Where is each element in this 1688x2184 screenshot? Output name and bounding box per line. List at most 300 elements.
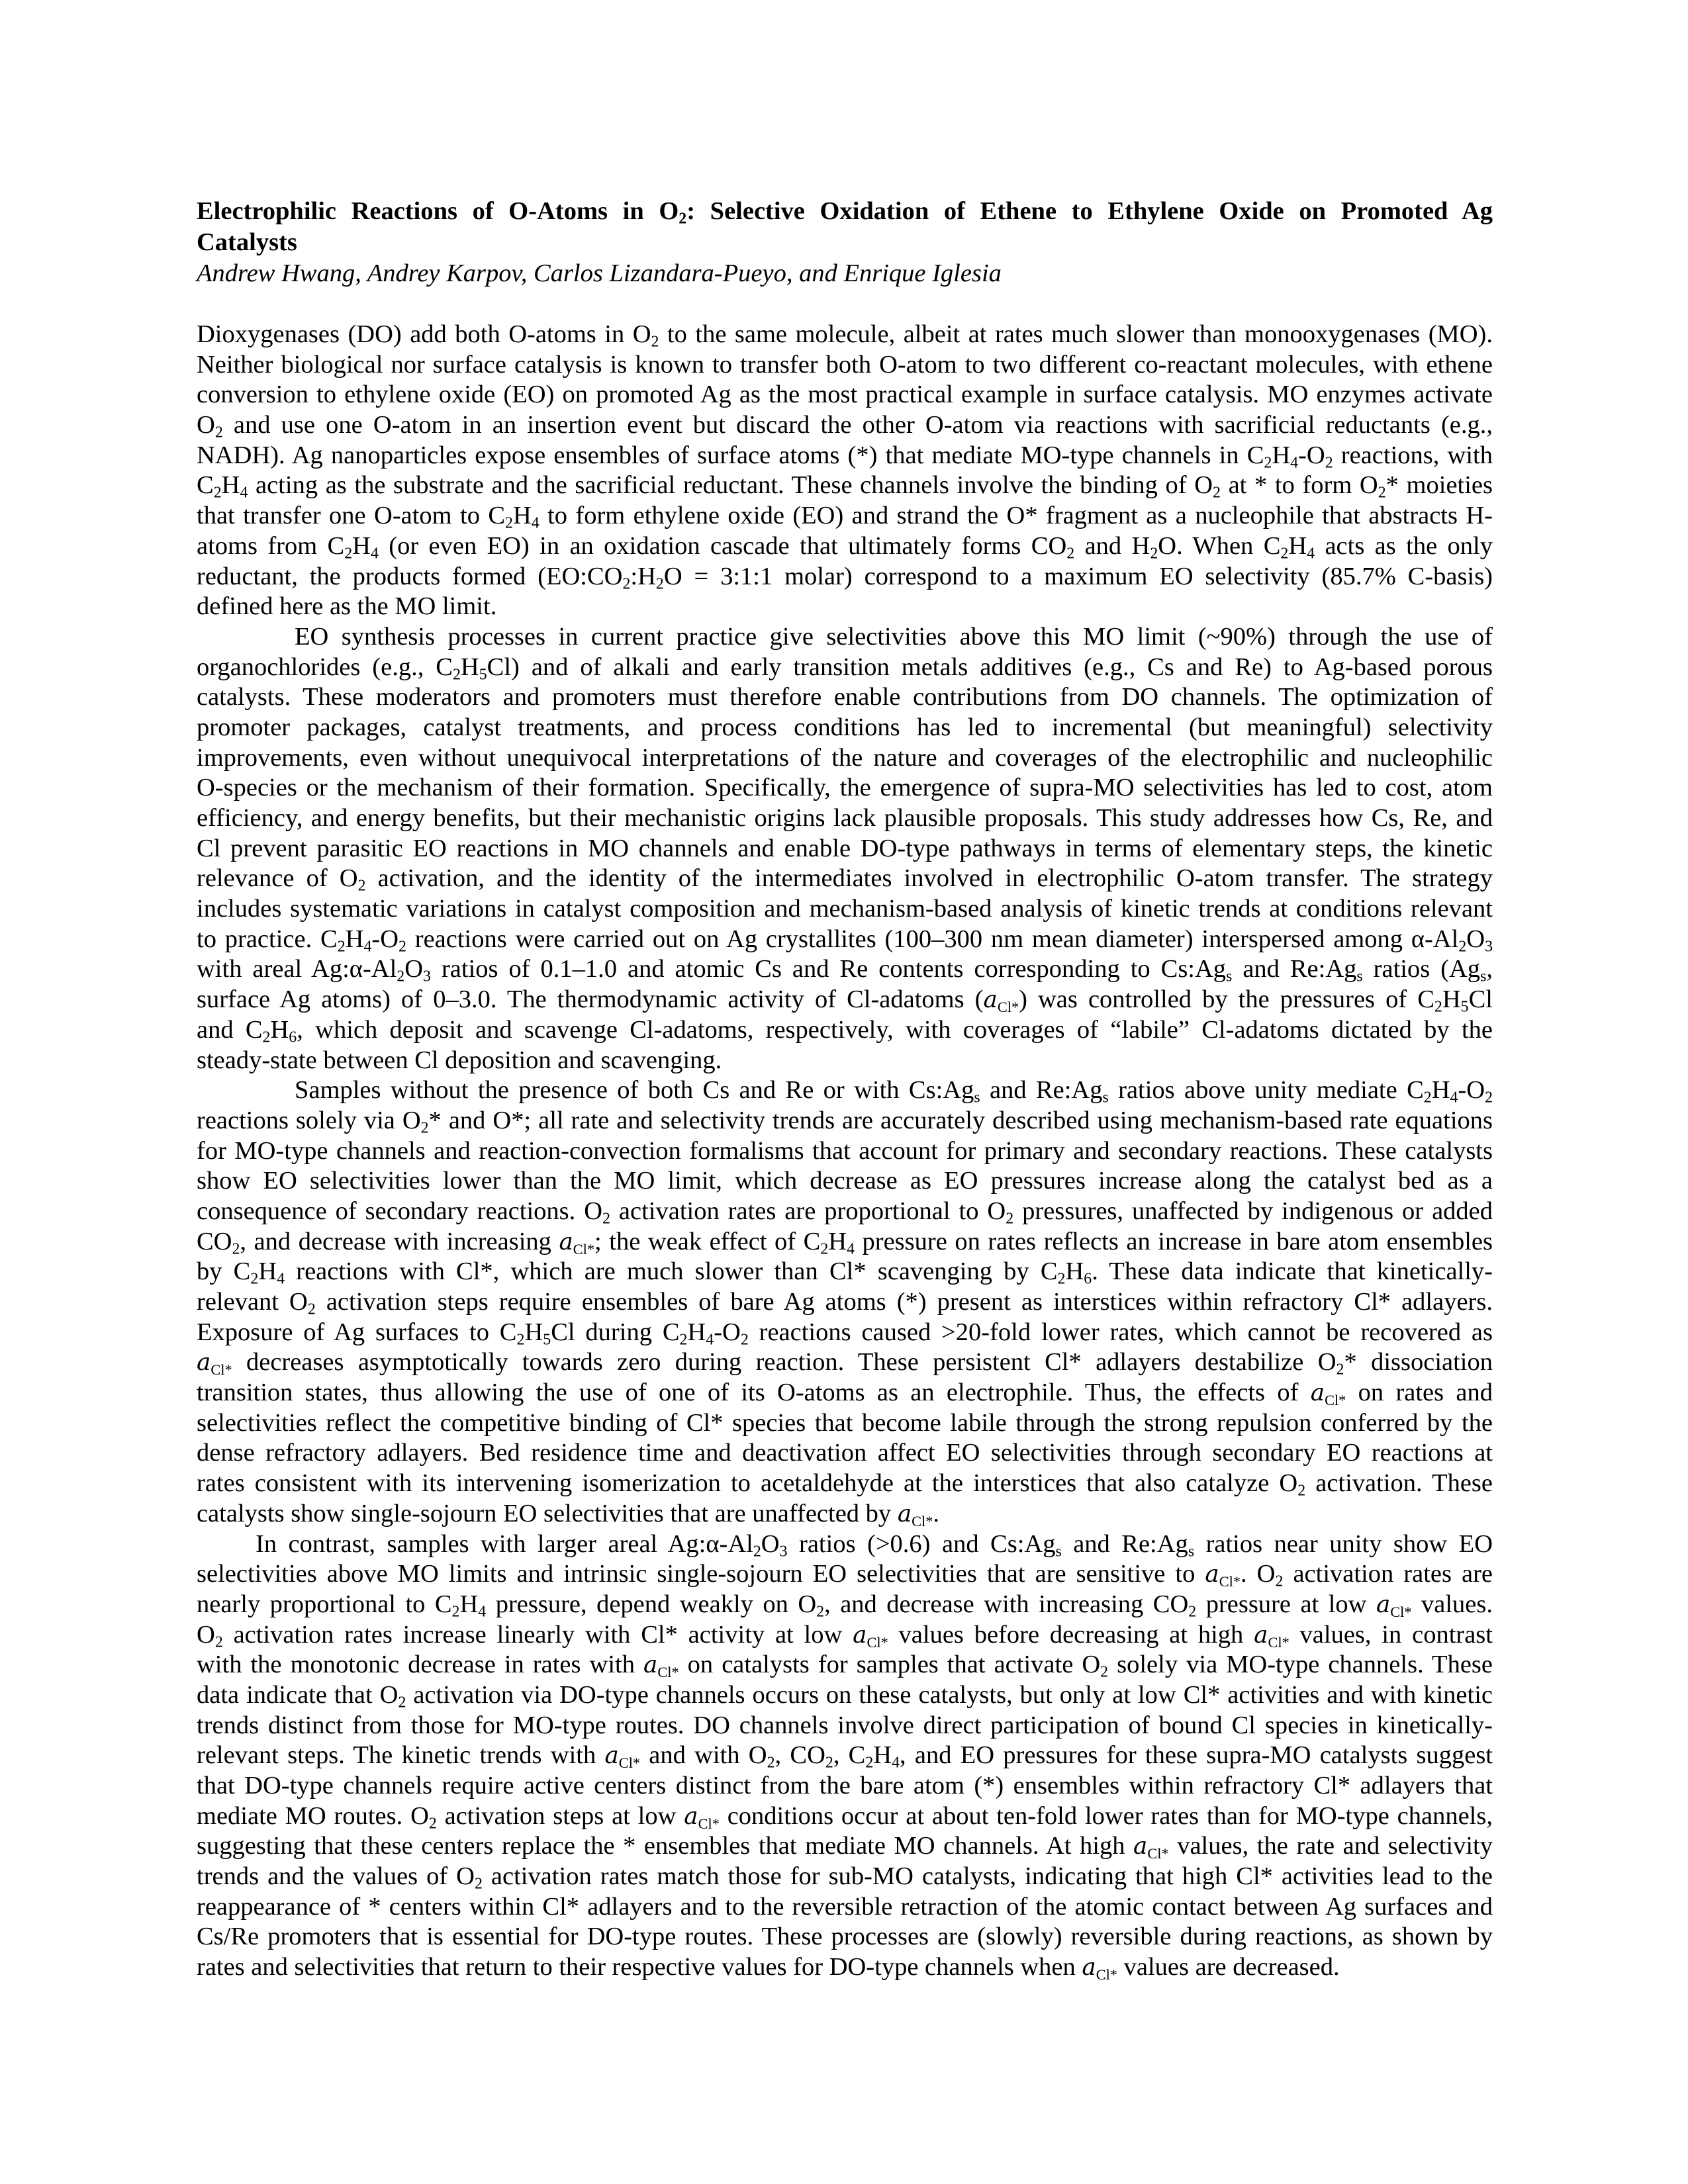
text-line xyxy=(197,925,1493,955)
subscript: 2 xyxy=(505,514,513,532)
subscript: 3 xyxy=(779,1543,788,1561)
subscript: 6 xyxy=(1084,1270,1092,1288)
text-line xyxy=(197,1075,1493,1106)
subscript: 4 xyxy=(1290,454,1299,472)
text-line xyxy=(197,471,1493,501)
text-run: ; the weak effect of C xyxy=(594,1227,821,1255)
text-run: on catalysts for samples that activate O xyxy=(679,1651,1101,1679)
variable-subscript: Cl* xyxy=(618,1754,641,1772)
text-run: * moieties xyxy=(1385,471,1493,500)
text-run: activation, and the identity of the intermediates involved in electrophilic O-atom transfer. The strategy xyxy=(365,864,1493,893)
text-run: O xyxy=(761,1529,780,1558)
text-line xyxy=(197,894,1493,925)
subscript: s xyxy=(1055,1543,1062,1561)
text-line xyxy=(197,1801,1493,1832)
text-run: surface Ag atoms) of 0–3.0. The thermodynamic activity of Cl-adatoms ( xyxy=(197,985,984,1014)
text-run: consequence of secondary reactions. O xyxy=(197,1197,603,1225)
subscript: 2 xyxy=(1434,998,1442,1016)
text-run: , C xyxy=(833,1741,866,1770)
text-run: activation rates increase linearly with Cl* activity at low xyxy=(222,1620,853,1649)
subscript: 4 xyxy=(1450,1089,1458,1107)
text-run: -O xyxy=(1458,1076,1485,1105)
text-run: pressures, unaffected by indigenous or added xyxy=(1013,1197,1493,1225)
subscript: 4 xyxy=(370,545,379,563)
variable-subscript: Cl* xyxy=(1219,1573,1241,1590)
subscript: 2 xyxy=(1213,484,1221,502)
text-line xyxy=(197,1741,1493,1771)
text-run: transition states, thus allowing the use of one of its O-atoms as an electrophile. Thus, the effects of xyxy=(197,1379,1311,1407)
subscript: 2 xyxy=(357,878,366,895)
text-run: , and EO pressures for these supra-MO catalysts suggest xyxy=(900,1741,1493,1770)
chlorine-activity-symbol xyxy=(1376,1590,1412,1621)
text-line xyxy=(197,773,1493,803)
text-run: promoter packages, catalyst treatments, and process conditions has led to incremental (but meaningful) selectivity xyxy=(197,713,1493,741)
text-run: CO xyxy=(197,1227,232,1255)
subscript: 2 xyxy=(232,1240,240,1258)
text-line xyxy=(197,1438,1493,1469)
text-line xyxy=(197,1136,1493,1167)
text-run: activation via DO-type channels occurs on these catalysts, but only at low Cl* activities and with kinetic xyxy=(406,1680,1493,1709)
text-run: reactions with Cl*, which are much slower than Cl* scavenging by C xyxy=(285,1257,1058,1286)
text-run: * and O*; all rate and selectivity trends are accurately described using mechanism-based rate equations xyxy=(428,1106,1493,1134)
subscript: 4 xyxy=(1307,545,1315,563)
text-line xyxy=(197,1015,1493,1046)
text-run: that transfer one O-atom to C xyxy=(197,502,506,530)
subscript: s xyxy=(1188,1543,1195,1561)
text-run: with areal Ag:α-Al xyxy=(197,955,397,983)
text-line xyxy=(197,803,1493,834)
chlorine-activity-symbol xyxy=(1082,1953,1117,1981)
text-run: defined here as the MO limit. xyxy=(197,592,497,621)
subscript: s xyxy=(974,1089,980,1107)
subscript: 2 xyxy=(1150,545,1158,563)
abstract-paragraph xyxy=(197,1075,1493,1529)
subscript: 2 xyxy=(679,1331,688,1349)
text-run: relevance of O xyxy=(197,864,358,893)
text-run: and Re:Ag xyxy=(980,1076,1103,1105)
text-run: H xyxy=(1065,1257,1084,1286)
subscript: 2 xyxy=(651,333,659,351)
subscript: 2 xyxy=(214,424,223,441)
text-line xyxy=(197,954,1493,985)
text-line xyxy=(197,1347,1493,1378)
text-run: dense refractory adlayers. Bed residence time and deactivation affect EO selectivities through secondary EO reactions at xyxy=(197,1439,1493,1467)
text-run: O xyxy=(197,1620,215,1649)
subscript: 5 xyxy=(479,666,487,684)
subscript: 2 xyxy=(767,1754,775,1772)
text-run: values, the rate and selectivity xyxy=(1168,1832,1493,1860)
text-run: H xyxy=(258,1257,277,1286)
subscript: 2 xyxy=(602,1210,610,1228)
text-run: to form ethylene oxide (EO) and strand the O* fragment as a nucleophile that abstracts H- xyxy=(539,502,1493,530)
text-run: . These data indicate that kinetically- xyxy=(1092,1257,1493,1286)
text-line xyxy=(197,622,1493,653)
abstract-body xyxy=(197,320,1493,1983)
text-run: improvements, even without unequivocal interpretations of the nature and coverages of the electrophilic and nucleophilic xyxy=(197,743,1493,772)
text-run: and with O xyxy=(640,1741,767,1770)
text-run: steady-state between Cl deposition and scavenging. xyxy=(197,1046,722,1074)
text-run: ) was controlled by the pressures of C xyxy=(1019,985,1434,1014)
text-run: acting as the substrate and the sacrificial reductant. These channels involve the binding of O xyxy=(248,471,1213,500)
subscript: 2 xyxy=(213,484,222,502)
subscript: 2 xyxy=(250,1270,259,1288)
subscript: 2 xyxy=(397,968,405,986)
subscript: 2 xyxy=(452,666,461,684)
text-run: relevant steps. The kinetic trends with xyxy=(197,1741,605,1770)
text-run: , which deposit and scavenge Cl-adatoms, respectively, with coverages of “labile” Cl-adatoms dictated by the xyxy=(297,1015,1493,1044)
abstract-paragraph xyxy=(197,1529,1493,1983)
variable-subscript: Cl* xyxy=(1096,1966,1117,1983)
text-run: Neither biological nor surface catalysis is known to transfer both O-atom to two different co-reactant molecules, with ethene xyxy=(197,350,1493,379)
variable-subscript: Cl* xyxy=(1390,1604,1412,1621)
text-line xyxy=(197,441,1493,471)
text-line xyxy=(197,864,1493,894)
text-run: ratios near unity show EO xyxy=(1194,1529,1493,1558)
text-run: ratios (>0.6) and Cs:Ag xyxy=(787,1529,1056,1558)
subscript: 2 xyxy=(1485,1089,1493,1107)
subscript: 3 xyxy=(423,968,431,986)
text-run: ratios above unity mediate C xyxy=(1108,1076,1424,1105)
variable: a xyxy=(1082,1954,1096,1981)
text-run: Cl) and of alkali and early transition metals additives (e.g., Cs and Re) to Ag-based porous xyxy=(487,653,1493,681)
text-run: conversion to ethylene oxide (EO) on promoted Ag as the most practical example in surface catalysis. MO enzymes activate xyxy=(197,381,1493,409)
text-run: , CO xyxy=(774,1741,825,1770)
subscript: 2 xyxy=(1188,1603,1197,1621)
text-run: reappearance of * centers within Cl* adlayers and to the reversible retraction of the atomic contact between Ag surfaces and xyxy=(197,1892,1493,1921)
text-run: reactions solely via O xyxy=(197,1106,421,1134)
text-line xyxy=(197,1257,1493,1287)
text-run: H xyxy=(1442,985,1461,1014)
text-line xyxy=(197,320,1493,350)
subscript: 2 xyxy=(337,938,346,956)
text-line xyxy=(197,1892,1493,1923)
text-run: with the monotonic decrease in rates with xyxy=(197,1651,644,1679)
variable: a xyxy=(197,1349,211,1377)
text-run: and use one O-atom in an insertion event but discard the other O-atom via reactions with sacrificial reductants (e.g., xyxy=(222,411,1493,439)
text-run: nearly proportional to C xyxy=(197,1590,452,1618)
text-run: selectivities above MO limits and intrinsic single-sojourn EO selectivities that are sensitive to xyxy=(197,1560,1205,1588)
text-run: activation. These xyxy=(1305,1469,1493,1498)
chlorine-activity-symbol xyxy=(559,1228,594,1255)
text-run: H xyxy=(352,531,371,560)
text-run: Electrophilic Reactions of O-Atoms in O xyxy=(197,197,679,225)
text-run: catalysts show single-sojourn EO selectivities that are unaffected by xyxy=(197,1499,898,1527)
text-line xyxy=(197,653,1493,683)
text-run: Catalysts xyxy=(197,228,297,256)
variable-subscript: Cl* xyxy=(657,1664,679,1681)
subscript: 4 xyxy=(892,1754,900,1772)
text-run: pressure, depend weakly on O xyxy=(486,1590,817,1618)
text-run: O xyxy=(404,955,424,983)
text-run: , xyxy=(1486,955,1493,983)
text-run: H xyxy=(270,1015,289,1044)
text-run: H xyxy=(460,653,479,681)
subscript: s xyxy=(1102,1089,1109,1107)
text-run: pressure at low xyxy=(1196,1590,1376,1618)
text-run: -O xyxy=(1298,441,1325,469)
text-line xyxy=(197,1529,1493,1560)
text-line xyxy=(197,1227,1493,1257)
text-run: H xyxy=(221,471,240,500)
text-run: suggesting that these centers replace the * ensembles that mediate MO channels. At high xyxy=(197,1832,1134,1860)
text-run: decreases asymptotically towards zero during reaction. These persistent Cl* adlayers destabilize O xyxy=(232,1348,1336,1377)
text-line xyxy=(197,1862,1493,1892)
subscript: 5 xyxy=(1460,998,1469,1016)
subscript: 2 xyxy=(825,1754,833,1772)
text-run: O xyxy=(1466,925,1485,953)
text-line xyxy=(197,1590,1493,1620)
text-line xyxy=(197,1166,1493,1197)
text-run: H xyxy=(1272,441,1291,469)
text-run: includes systematic variations in catalyst composition and mechanism-based analysis of kinetic trends at conditions relevant xyxy=(197,895,1493,923)
subscript: 2 xyxy=(214,1633,223,1651)
text-run: activation rates match those for sub-MO catalysts, indicating that high Cl* activities lead to the xyxy=(482,1862,1493,1891)
subscript: 2 xyxy=(516,1331,525,1349)
variable: a xyxy=(1205,1561,1219,1588)
text-line xyxy=(197,1287,1493,1318)
text-run: H xyxy=(1288,531,1307,560)
author-list: Andrew Hwang, Andrey Karpov, Carlos Lizandara-Pueyo, and Enrique Iglesia xyxy=(197,259,1002,287)
text-line xyxy=(197,682,1493,713)
subscript: 2 xyxy=(679,210,687,228)
text-line xyxy=(197,1106,1493,1136)
text-run: for MO-type channels and reaction-convection formalisms that account for primary and secondary reactions. These catalysts xyxy=(197,1136,1493,1165)
text-run: to the same molecule, albeit at rates much slower than monooxygenases (MO). xyxy=(659,320,1493,348)
subscript: 2 xyxy=(474,1875,483,1893)
text-run: EO synthesis processes in current practice give selectivities above this MO limit (~90%) through the use of xyxy=(295,622,1493,651)
text-line xyxy=(197,1469,1493,1499)
subscript: 2 xyxy=(740,1331,749,1349)
variable: a xyxy=(853,1621,867,1649)
chlorine-activity-symbol xyxy=(1133,1832,1169,1860)
text-run: mediate MO routes. O xyxy=(197,1801,429,1830)
subscript: s xyxy=(1226,968,1233,986)
text-run: H xyxy=(687,1318,706,1346)
text-run: trends distinct from those for MO-type routes. DO channels involve direct participation of bound Cl species in kinetically- xyxy=(197,1711,1493,1739)
chlorine-activity-symbol xyxy=(1205,1560,1241,1588)
text-run: * dissociation xyxy=(1344,1348,1493,1377)
text-line xyxy=(197,501,1493,531)
variable: a xyxy=(604,1742,619,1770)
subscript: 2 xyxy=(307,1300,316,1318)
chlorine-activity-symbol xyxy=(643,1651,679,1681)
text-run: conditions occur at about ten-fold lower rates than for MO-type channels, xyxy=(719,1801,1493,1830)
chlorine-activity-symbol xyxy=(898,1500,933,1527)
text-run: O-species or the mechanism of their formation. Specifically, the emergence of supra-MO selectivities has led to cost, atom xyxy=(197,774,1493,802)
text-run: rates consistent with its intervening isomerization to acetaldehyde at the interstices that also catalyze O xyxy=(197,1469,1298,1498)
text-run: values. xyxy=(1411,1590,1493,1618)
title-line xyxy=(197,196,1493,227)
subscript: 4 xyxy=(277,1270,285,1288)
text-line xyxy=(197,562,1493,592)
variable: a xyxy=(897,1500,912,1527)
abstract-paragraph xyxy=(197,622,1493,1075)
text-run: reactions caused >20-fold lower rates, which cannot be recovered as xyxy=(748,1318,1493,1346)
subscript: 2 xyxy=(1280,545,1289,563)
text-run: selectivities reflect the competitive binding of Cl* species that become labile through the strong repulsion conferred by the xyxy=(197,1408,1493,1437)
text-line xyxy=(197,380,1493,410)
subscript: 2 xyxy=(1423,1089,1432,1107)
text-run: O xyxy=(197,411,215,439)
text-run: : Selective Oxidation of Ethene to Ethylene Oxide on Promoted Ag xyxy=(686,197,1493,225)
text-run: solely via MO-type channels. These xyxy=(1108,1651,1493,1679)
text-line xyxy=(197,713,1493,743)
text-run: -O xyxy=(371,925,399,953)
text-run: by C xyxy=(197,1257,251,1286)
variable: a xyxy=(983,986,998,1014)
variable: a xyxy=(1254,1621,1268,1649)
subscript: 2 xyxy=(428,1815,437,1833)
text-run: pressure on rates reflects an increase in bare atom ensembles xyxy=(855,1227,1493,1255)
text-run: H xyxy=(512,502,532,530)
text-line xyxy=(197,1831,1493,1862)
text-run: :H xyxy=(630,562,656,590)
subscript: 6 xyxy=(289,1028,297,1046)
text-run: and H xyxy=(1074,531,1150,560)
text-run: reactions, with xyxy=(1333,441,1493,469)
subscript: 3 xyxy=(1485,938,1493,956)
subscript: 2 xyxy=(1066,545,1075,563)
variable: a xyxy=(1133,1833,1148,1860)
subscript: 2 xyxy=(1325,454,1333,472)
text-line xyxy=(197,350,1493,381)
subscript: 2 xyxy=(1378,484,1386,502)
text-run: . xyxy=(933,1499,940,1527)
variable-subscript: Cl* xyxy=(997,999,1019,1016)
subscript: 2 xyxy=(1336,1361,1344,1379)
text-line xyxy=(197,1620,1493,1651)
text-run: H xyxy=(524,1318,543,1346)
text-run: show EO selectivities lower than the MO limit, which decrease as EO pressures increase along the catalyst bed as a xyxy=(197,1167,1493,1195)
text-run: ratios (Ag xyxy=(1362,955,1481,983)
text-run: H xyxy=(828,1227,847,1255)
text-run: -O xyxy=(714,1318,741,1346)
variable-subscript: Cl* xyxy=(1325,1392,1346,1409)
variable-subscript: Cl* xyxy=(912,1512,933,1529)
text-line xyxy=(197,1771,1493,1801)
text-line xyxy=(197,410,1493,441)
chlorine-activity-symbol xyxy=(684,1802,720,1830)
text-line xyxy=(197,1197,1493,1227)
text-run: and C xyxy=(197,1015,263,1044)
subscript: 4 xyxy=(478,1603,487,1621)
subscript: 2 xyxy=(816,1603,825,1621)
text-run: Cl during C xyxy=(551,1318,680,1346)
text-run: Cl xyxy=(1468,985,1493,1014)
text-run: H xyxy=(345,925,364,953)
text-line xyxy=(197,1680,1493,1711)
abstract-paragraph xyxy=(197,320,1493,622)
text-line xyxy=(197,1408,1493,1439)
subscript: 2 xyxy=(865,1754,874,1772)
text-run: C xyxy=(197,471,214,500)
variable-subscript: Cl* xyxy=(1268,1633,1289,1651)
title-line xyxy=(197,227,1493,258)
text-run: . O xyxy=(1241,1560,1276,1588)
text-run: H xyxy=(873,1741,892,1770)
text-run: reactions were carried out on Ag crystallites (100–300 nm mean diameter) interspersed among α-Al xyxy=(406,925,1459,953)
subscript: 2 xyxy=(622,575,631,593)
text-line xyxy=(197,1711,1493,1741)
text-line xyxy=(197,1922,1493,1952)
subscript: 2 xyxy=(1275,1572,1284,1590)
text-run: H xyxy=(459,1590,479,1618)
subscript: 2 xyxy=(420,1119,429,1137)
subscript: 4 xyxy=(240,484,248,502)
text-run: In contrast, samples with larger areal Ag:α-Al xyxy=(256,1529,753,1558)
text-run: relevant O xyxy=(197,1288,308,1316)
text-run: ratios of 0.1–1.0 and atomic Cs and Re contents corresponding to Cs:Ag xyxy=(430,955,1227,983)
chlorine-activity-symbol xyxy=(1254,1621,1289,1649)
text-run: data indicate that O xyxy=(197,1680,399,1709)
text-run: organochlorides (e.g., C xyxy=(197,653,453,681)
text-line xyxy=(197,743,1493,774)
chlorine-activity-symbol xyxy=(983,985,1019,1016)
text-run: Exposure of Ag surfaces to C xyxy=(197,1318,517,1346)
text-run: Cs/Re promoters that is essential for DO-type routes. These processes are (slowly) reversible during reactions, as shown by xyxy=(197,1923,1493,1951)
text-line xyxy=(197,1046,1493,1076)
text-run: , and decrease with increasing CO xyxy=(824,1590,1189,1618)
text-run: H xyxy=(1431,1076,1450,1105)
text-run: Cl prevent parasitic EO reactions in MO channels and enable DO-type pathways in terms of elementary steps, the kinetic xyxy=(197,834,1493,862)
text-line xyxy=(197,1650,1493,1680)
text-line xyxy=(197,834,1493,864)
subscript: 2 xyxy=(1458,938,1467,956)
chlorine-activity-symbol xyxy=(853,1621,888,1649)
subscript: 4 xyxy=(363,938,372,956)
paper-title xyxy=(197,196,1493,258)
chlorine-activity-symbol xyxy=(1310,1379,1346,1409)
subscript: 2 xyxy=(753,1543,761,1561)
text-line xyxy=(197,1378,1493,1408)
subscript: 5 xyxy=(543,1331,551,1349)
text-line xyxy=(197,531,1493,562)
variable-subscript: Cl* xyxy=(573,1240,595,1257)
variable-subscript: Cl* xyxy=(698,1815,720,1832)
subscript: 2 xyxy=(398,1694,406,1711)
chlorine-activity-symbol xyxy=(604,1741,641,1772)
document-page xyxy=(197,196,1493,1983)
text-run: O = 3:1:1 molar) correspond to a maximum EO selectivity (85.7% C-basis) xyxy=(663,562,1493,590)
variable: a xyxy=(684,1802,698,1830)
text-run: on rates and xyxy=(1346,1379,1493,1407)
text-line xyxy=(197,985,1493,1015)
subscript: s xyxy=(1356,968,1363,986)
variable: a xyxy=(559,1228,573,1255)
subscript: 2 xyxy=(1006,1210,1014,1228)
text-run: O. When C xyxy=(1158,531,1281,560)
variable: a xyxy=(1376,1590,1391,1618)
subscript: 2 xyxy=(344,545,353,563)
text-run: NADH). Ag nanoparticles expose ensembles of surface atoms (*) that mediate MO-type channels in C xyxy=(197,441,1264,469)
text-run: activation rates are proportional to O xyxy=(610,1197,1006,1225)
text-line xyxy=(197,1499,1493,1529)
text-run: rates and selectivities that return to their respective values for DO-type channels when xyxy=(197,1953,1082,1981)
subscript: 4 xyxy=(706,1331,714,1349)
text-run: Samples without the presence of both Cs and Re or with Cs:Ag xyxy=(295,1076,974,1105)
text-run: at * to form O xyxy=(1220,471,1378,500)
text-run: catalysts. These moderators and promoters must therefore enable contributions from DO channels. The optimization of xyxy=(197,683,1493,711)
text-run: (or even EO) in an oxidation cascade that ultimately forms CO xyxy=(378,531,1067,560)
text-run: , and decrease with increasing xyxy=(240,1227,559,1255)
subscript: s xyxy=(1480,968,1487,986)
variable: a xyxy=(643,1651,658,1679)
subscript: 2 xyxy=(262,1028,271,1046)
subscript: 4 xyxy=(847,1240,855,1258)
text-run: and Re:Ag xyxy=(1061,1529,1188,1558)
text-run: trends and the values of O xyxy=(197,1862,475,1891)
variable-subscript: Cl* xyxy=(1147,1845,1169,1862)
